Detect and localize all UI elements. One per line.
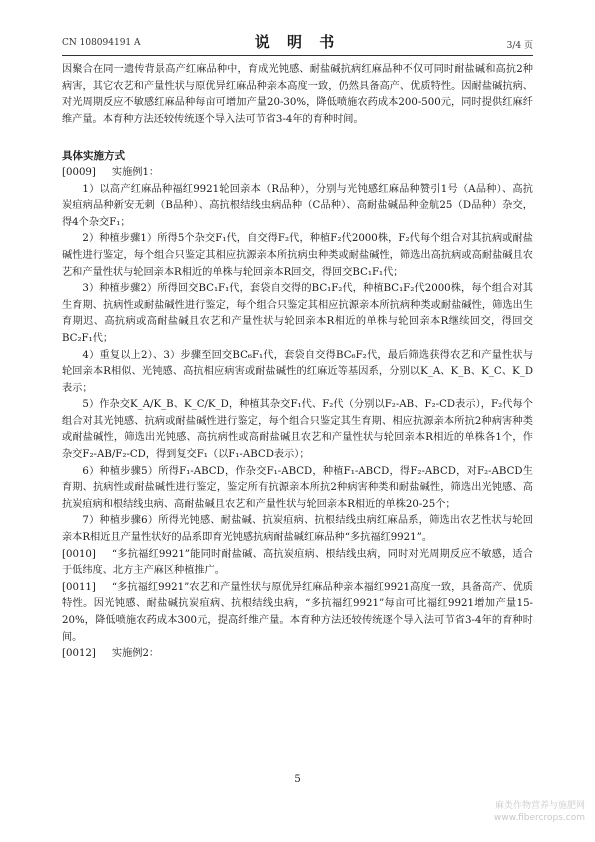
paragraph-text: “多抗福红9921”能同时耐盐碱、高抗炭疽病、根结线虫病，同时对光周期反应不敏感，适合于低纬度、北方主产麻区种植推广。: [62, 548, 533, 577]
watermark-title: 麻类作物营养与施肥网: [494, 801, 585, 811]
step-3: 3）种植步骤2）所得回交BC₁F₁代，套袋自交得的BC₁F₂代，种植BC₁F₂代2000株，每个组合对其生育期、抗病性或耐盐碱性进行鉴定，每个组合只鉴定其相应抗源亲本所抗病种类或耐盐碱性，筛选出生育期迟、高抗病或高耐盐碱且农艺和产量性状与轮回亲本R相近的单株与轮回亲本R继续回交，得回交BC₂F₁代；: [62, 283, 533, 344]
paragraph-number: [0009]: [62, 166, 96, 178]
section-title: 具体实施方式: [62, 150, 125, 163]
paragraph-text: 实施例2：: [111, 648, 160, 660]
watermark: [494, 800, 585, 824]
step-7: 7）种植步骤6）所得光钝感、耐盐碱、抗炭疽病、抗根结线虫病红麻品系，筛选出农艺性状与轮回亲本R相近且产量性状好的品系即育光钝感抗病耐盐碱红麻品种“多抗福红9921”。: [62, 515, 533, 544]
spacer: [62, 128, 533, 140]
patent-number: CN 108094191 A: [62, 38, 141, 48]
paragraph-number: [0010]: [62, 548, 96, 560]
paragraph-0012: [62, 646, 533, 663]
intro-paragraph: 因聚合在同一遗传背景高产红麻品种中，育成光钝感、耐盐碱抗病红麻品种不仅可同时耐盐碱和高抗2种病害，其它农艺和产量性状与原优异红麻品种亲本高度一致，仍然具备高产、优质特性。因耐盐碱抗病、对光周期反应不敏感红麻品种每亩可增加产量20-30%，降低喷施农药成本200-500元，同时提供红麻纤维产量。本育种方法还较传统逐个导入法可节省3-4年的育种时间。: [62, 64, 533, 125]
step-6: 6）种植步骤5）所得F₁-ABCD，作杂交F₁-ABCD，种植F₁-ABCD，得F₂-ABCD，对F₂-ABCD生育期、抗病性或耐盐碱性进行鉴定，鉴定所有抗源亲本所抗2种病害种类和耐盐碱性，筛选出光钝感、高抗炭疽病和根结线虫病、高耐盐碱且农艺和产量性状与轮回亲本R相近的单株20-25个；: [62, 465, 533, 510]
step-5: 5）作杂交K_A/K_B、K_C/K_D，种植其杂交F₁代、F₂代（分别以F₂-AB、F₂-CD表示），F₂代每个组合对其光钝感、抗病或耐盐碱性进行鉴定，每个组合只鉴定其生育期、相应抗源亲本所抗2种病害种类或耐盐碱性，筛选出光钝感、高抗病性或高耐盐碱且农艺和产量性状与轮回亲本R相近的单株各1个，作杂交F₂-AB/F₂-CD，得到复交F₁（以F₁-ABCD表示）；: [62, 399, 533, 461]
paragraph-0010: [62, 547, 533, 580]
page-indicator: 3/4 页: [506, 41, 533, 51]
document-body: [62, 62, 533, 663]
paragraph-0009: [62, 165, 533, 182]
paragraph-0011: [62, 580, 533, 646]
page-number: 5: [294, 774, 301, 785]
page-header: [62, 30, 533, 52]
document-title: 说 明 书: [254, 33, 341, 51]
paragraph-text: 实施例1：: [111, 166, 160, 178]
watermark-url: www.fibercrops.com: [494, 813, 585, 823]
paragraph-number: [0011]: [62, 581, 96, 593]
step-2: 2）种植步骤1）所得5个杂交F₁代，自交得F₂代，种植F₂代2000株，F₂代每个组合对其抗病或耐盐碱性进行鉴定，每个组合只鉴定其相应抗源亲本所抗病虫种类或耐盐碱性，筛选出高抗病或高耐盐碱且农艺和产量性状与轮回亲本R相近的单株与轮回亲本R回交，得回交BC₁F₁代；: [62, 233, 533, 278]
step-4: 4）重复以上2）、3）步骤至回交BC₆F₁代，套袋自交得BC₆F₂代，最后筛选获得农艺和产量性状与轮回亲本R相似、光钝感、高抗相应病害或耐盐碱性的红麻近等基因系，分别以K_A、K_B、K_C、K_D表示；: [62, 349, 533, 394]
header-rule: [62, 55, 533, 56]
step-1: 1）以高产红麻品种福红9921轮回亲本（R品种），分别与光钝感红麻品种赞引1号（A品种）、高抗炭疽病品种新安无刺（B品种）、高抗根结线虫病品种（C品种）、高耐盐碱品种金航25（D品种）杂交，得4个杂交F₁；: [62, 183, 533, 228]
paragraph-number: [0012]: [62, 648, 96, 660]
paragraph-text: “多抗福红9921”农艺和产量性状与原优异红麻品种亲本福红9921高度一致，具备高产、优质特性。因光钝感、耐盐碱抗炭疽病、抗根结线虫病，“多抗福红9921”每亩可比福红9921增加产量15-20%，降低喷施农药成本300元，提高纤维产量。本育种方法还较传统逐个导入法可节省3-4年的育种时间。: [62, 581, 533, 643]
